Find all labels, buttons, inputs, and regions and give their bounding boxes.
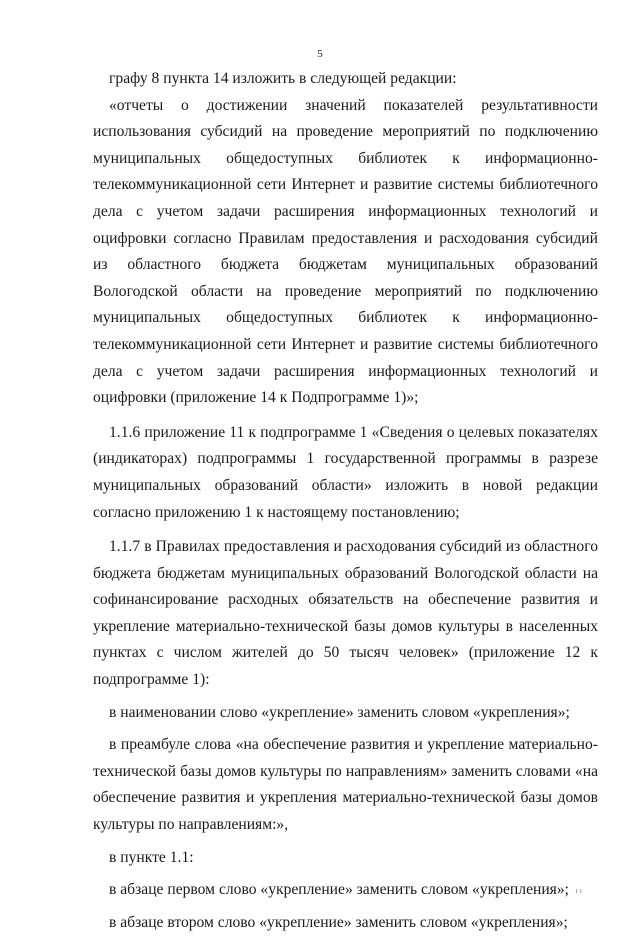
page-number: 5	[317, 48, 323, 60]
document-body	[93, 66, 598, 936]
paragraph-intro: графу 8 пункта 14 изложить в следующей редакции:	[109, 70, 457, 87]
scan-mark: ı ı	[575, 886, 582, 895]
paragraph-first-abzac: в абзаце первом слово «укрепление» заменить словом «укрепления»;	[109, 881, 569, 899]
paragraph-quote-reports: «отчеты о достижении значений показателей результативности использования субсидий на проведение мероприятий по подключению муниципальных общедоступных библиотек к информационно-телекоммуникационной сети Интернет и развитие системы библиотечного дела с учетом задачи расширения информационных технологий и оцифровки согласно Правилам предоставления и расходования субсидий из областного бюджета бюджетам муниципальных образований Вологодской области на проведение мероприятий по подключению муниципальных общедоступных библиотек к информационно-телекоммуникационной сети Интернет и развитие системы библиотечного дела с учетом задачи расширения информационных технологий и оцифровки (приложение 14 к Подпрограмме 1)»;	[93, 96, 598, 407]
paragraph-1-1-7: 1.1.7 в Правилах предоставления и расходования субсидий из областного бюджета бюджетам муниципальных образований Вологодской области на софинансирование расходных обязательств на обеспечение развития и укрепление материально-технической базы домов культуры в населенных пунктах с числом жителей до 50 тысяч человек» (приложение 12 к подпрограмме 1):	[93, 538, 598, 689]
paragraph-1-1-6: 1.1.6 приложение 11 к подпрограмме 1 «Сведения о целевых показателях (индикаторах) подпрограммы 1 государственной программы в разрезе муниципальных образований области» изложить в новой редакции согласно приложению 1 к настоящему постановлению;	[93, 423, 598, 521]
paragraph-title-change: в наименовании слово «укрепление» заменить словом «укрепления»;	[109, 703, 570, 721]
paragraph-point-1-1: в пункте 1.1:	[109, 848, 194, 866]
paragraph-second-abzac: в абзаце втором слово «укрепление» заменить словом «укрепления»;	[109, 913, 568, 931]
paragraph-preamble-change: в преамбуле слова «на обеспечение развития и укрепление материально-технической базы домов культуры по направлениям» заменить словами «на обеспечение развития и укрепления материально-технической базы домов культуры по направлениям:»,	[93, 736, 598, 834]
